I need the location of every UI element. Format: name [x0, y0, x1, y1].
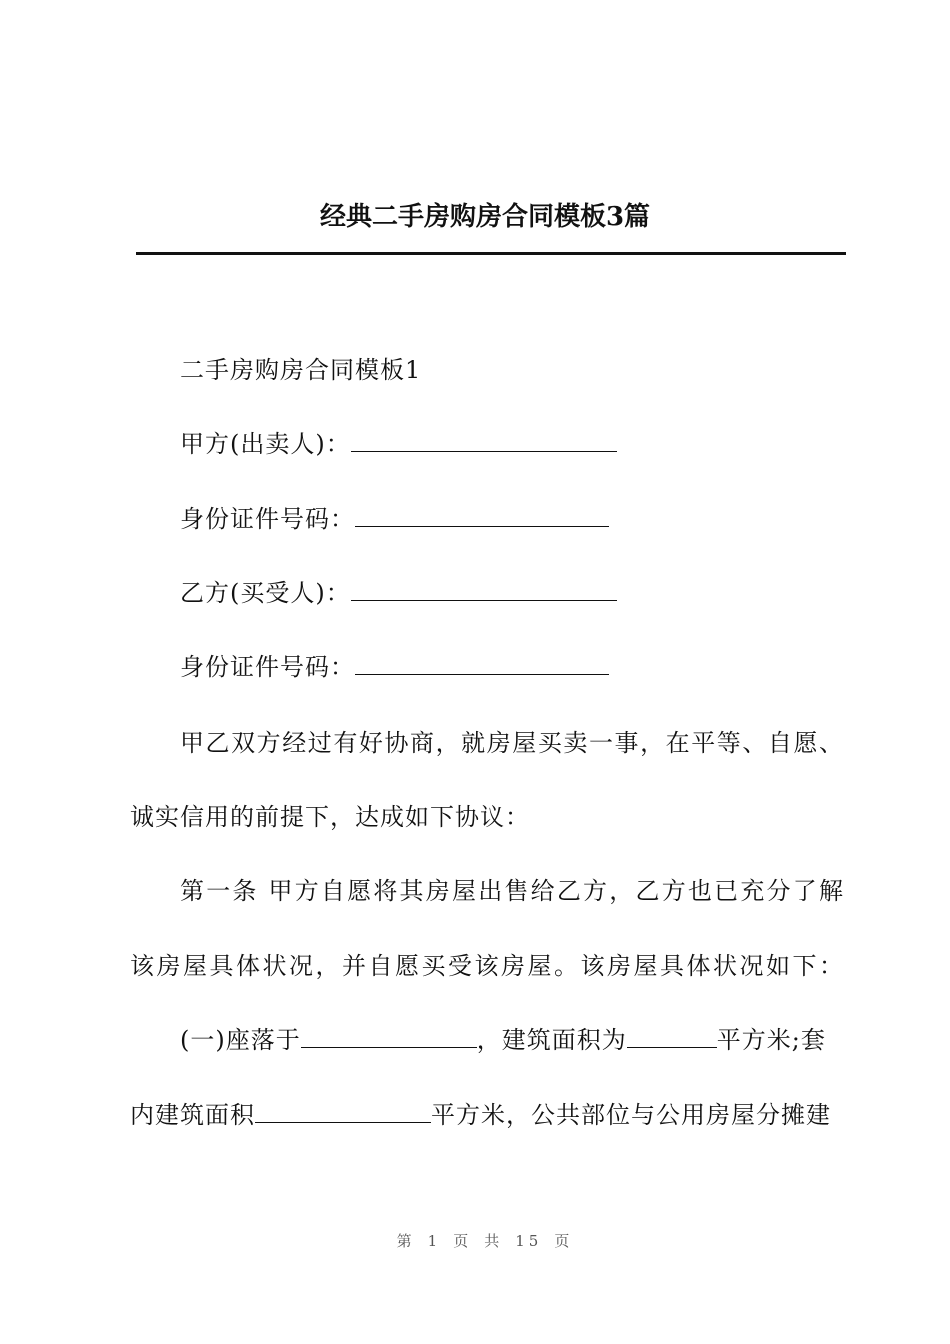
item-1-prefix: (一)座落于	[180, 1026, 301, 1054]
item-1-line-1	[180, 1025, 844, 1055]
id-row-2	[180, 652, 844, 682]
location-blank	[301, 1025, 477, 1048]
id-row-1	[180, 504, 844, 534]
party-a-row	[180, 429, 844, 459]
item-1-suffix: 平方米;套	[716, 1026, 826, 1054]
footer-page-word: 第	[396, 1232, 416, 1250]
party-b-label: 乙方(买受人)：	[180, 579, 351, 607]
footer-page-of: 页	[453, 1232, 473, 1250]
paragraph-1-line-1: 甲乙双方经过有好协商，就房屋买卖一事，在平等、自愿、	[180, 729, 844, 757]
inner-area-blank	[255, 1100, 431, 1123]
footer-total-number: 15	[515, 1232, 543, 1250]
party-a-label: 甲方(出卖人)：	[180, 430, 351, 458]
party-a-blank	[351, 429, 617, 452]
paragraph-2-line-2: 该房屋具体状况，并自愿买受该房屋。该房屋具体状况如下：	[130, 952, 844, 980]
paragraph-2-line-1: 第一条 甲方自愿将其房屋出售给乙方，乙方也已充分了解	[180, 877, 844, 905]
item-1b-suffix: 平方米，公共部位与公用房屋分摊建	[431, 1101, 831, 1129]
title-underline	[136, 252, 846, 255]
party-b-row	[180, 578, 844, 608]
id-blank-1	[355, 504, 609, 527]
party-b-blank	[351, 578, 617, 601]
section-heading: 二手房购房合同模板1	[180, 356, 422, 384]
id-label-1: 身份证件号码：	[180, 505, 355, 533]
page-footer	[0, 1230, 950, 1251]
footer-total-word: 共	[484, 1232, 504, 1250]
item-1-line-2	[130, 1100, 844, 1130]
footer-total-suffix: 页	[554, 1232, 574, 1250]
footer-page-number: 1	[427, 1232, 442, 1250]
document-title: 经典二手房购房合同模板3篇	[319, 202, 651, 232]
item-1-mid: ，建筑面积为	[476, 1026, 627, 1054]
item-1b-prefix: 内建筑面积	[130, 1101, 255, 1129]
id-blank-2	[355, 652, 609, 675]
area-blank	[627, 1025, 717, 1048]
paragraph-1-line-2: 诚实信用的前提下，达成如下协议：	[130, 803, 530, 831]
id-label-2: 身份证件号码：	[180, 653, 355, 681]
